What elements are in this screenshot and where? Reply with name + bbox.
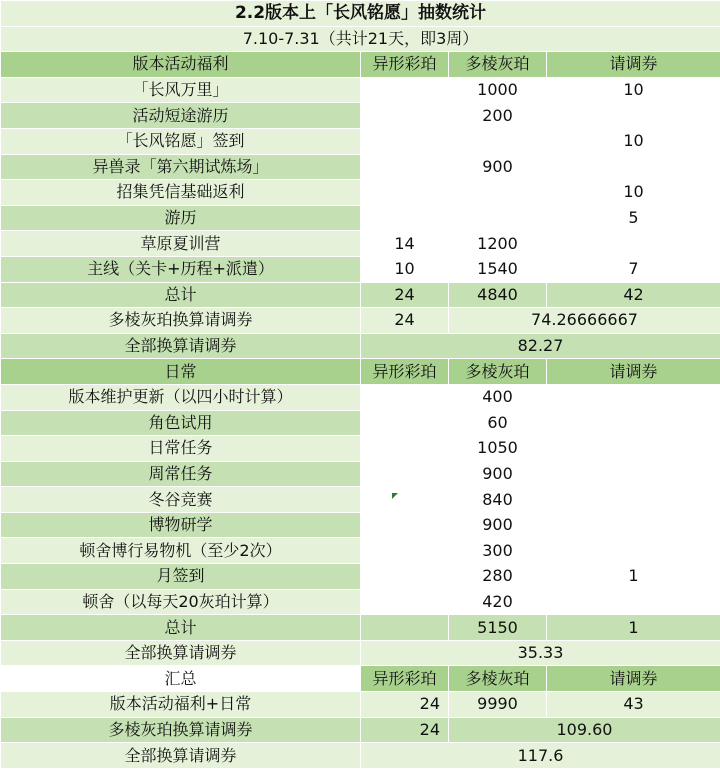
cell-ticket[interactable]: 10 (547, 180, 720, 206)
table-row (1, 538, 720, 564)
comment-marker-icon (392, 493, 398, 499)
table-row (1, 77, 720, 103)
cell-ticket[interactable]: 10 (547, 128, 720, 154)
col-header-ticket[interactable]: 请调券 (547, 666, 720, 692)
all-convert-label[interactable]: 全部换算请调券 (1, 640, 361, 666)
col-header-gray-amber[interactable]: 多棱灰珀 (449, 52, 547, 78)
convert-value[interactable]: 109.60 (449, 717, 720, 743)
cell-amber[interactable] (361, 564, 449, 590)
cell-ticket[interactable] (547, 231, 720, 257)
event-all-row (1, 333, 720, 359)
event-total-row (1, 282, 720, 308)
all-convert-value[interactable]: 117.6 (361, 743, 720, 769)
cell-amber[interactable] (361, 77, 449, 103)
cell-amber[interactable] (361, 461, 449, 487)
event-convert-row (1, 308, 720, 334)
cell-gray-amber[interactable]: 300 (449, 538, 547, 564)
cell-amber[interactable] (361, 538, 449, 564)
cell-amber[interactable] (361, 487, 449, 513)
row-label[interactable]: 异兽录「第六期试炼场」 (1, 154, 361, 180)
convert-value[interactable]: 74.26666667 (449, 308, 720, 334)
total-gray-amber[interactable]: 5150 (449, 615, 547, 641)
daily-total-row (1, 615, 720, 641)
convert-amber[interactable]: 24 (361, 308, 449, 334)
row-label[interactable]: 版本维护更新（以四小时计算） (1, 384, 361, 410)
table-row (1, 461, 720, 487)
cell-gray-amber[interactable]: 840 (449, 487, 547, 513)
col-header-amber[interactable]: 异形彩珀 (361, 52, 449, 78)
cell-gray-amber[interactable] (449, 180, 547, 206)
cell-amber[interactable]: 14 (361, 231, 449, 257)
cell-amber[interactable]: 10 (361, 256, 449, 282)
cell-amber[interactable] (361, 154, 449, 180)
cell-ticket[interactable] (547, 154, 720, 180)
daily-all-row (1, 640, 720, 666)
all-convert-label[interactable]: 全部换算请调券 (1, 333, 361, 359)
cell-ticket[interactable]: 5 (547, 205, 720, 231)
col-header-ticket[interactable]: 请调券 (547, 359, 720, 385)
combined-ticket[interactable]: 43 (547, 692, 720, 718)
row-label[interactable]: 月签到 (1, 564, 361, 590)
cell-ticket[interactable] (547, 384, 720, 410)
cell-amber[interactable] (361, 205, 449, 231)
period-cell[interactable]: 7.10-7.31（共计21天，即3周） (1, 26, 720, 52)
cell-gray-amber[interactable]: 280 (449, 564, 547, 590)
row-label[interactable]: 周常任务 (1, 461, 361, 487)
cell-amber[interactable] (361, 103, 449, 129)
row-label[interactable]: 日常任务 (1, 436, 361, 462)
row-label[interactable]: 主线（关卡+历程+派遣） (1, 256, 361, 282)
cell-amber[interactable] (361, 128, 449, 154)
row-label[interactable]: 活动短途游历 (1, 103, 361, 129)
total-label[interactable]: 总计 (1, 615, 361, 641)
convert-label[interactable]: 多棱灰珀换算请调券 (1, 717, 361, 743)
table-row (1, 205, 720, 231)
total-ticket[interactable]: 42 (547, 282, 720, 308)
daily-header-row (1, 359, 720, 385)
cell-ticket[interactable] (547, 538, 720, 564)
cell-ticket[interactable] (547, 436, 720, 462)
sheet-title[interactable]: 2.2版本上「长风铭愿」抽数统计 (1, 1, 720, 27)
cell-gray-amber[interactable]: 1000 (449, 77, 547, 103)
row-label[interactable]: 草原夏训营 (1, 231, 361, 257)
event-section-title[interactable]: 版本活动福利 (1, 52, 361, 78)
col-header-gray-amber[interactable]: 多棱灰珀 (449, 666, 547, 692)
period-row (1, 26, 720, 52)
col-header-amber[interactable]: 异形彩珀 (361, 666, 449, 692)
table-row (1, 589, 720, 615)
table-row (1, 487, 720, 513)
cell-gray-amber[interactable]: 900 (449, 461, 547, 487)
cell-gray-amber[interactable]: 1050 (449, 436, 547, 462)
convert-amber[interactable]: 24 (361, 717, 449, 743)
row-label[interactable]: 顿舍（以每天20灰珀计算） (1, 589, 361, 615)
table-row (1, 384, 720, 410)
row-label[interactable]: 博物研学 (1, 512, 361, 538)
combined-label[interactable]: 版本活动福利+日常 (1, 692, 361, 718)
row-label[interactable]: 招集凭信基础返利 (1, 180, 361, 206)
cell-ticket[interactable] (547, 487, 720, 513)
combined-amber[interactable]: 24 (361, 692, 449, 718)
cell-amber[interactable] (361, 410, 449, 436)
cell-gray-amber[interactable]: 60 (449, 410, 547, 436)
summary-all-row (1, 743, 720, 769)
col-header-amber[interactable]: 异形彩珀 (361, 359, 449, 385)
cell-amber[interactable] (361, 512, 449, 538)
cell-ticket[interactable]: 10 (547, 77, 720, 103)
combined-gray-amber[interactable]: 9990 (449, 692, 547, 718)
cell-ticket[interactable] (547, 589, 720, 615)
cell-gray-amber[interactable]: 420 (449, 589, 547, 615)
cell-amber[interactable] (361, 589, 449, 615)
table-row (1, 180, 720, 206)
row-label[interactable]: 顿舍博行易物机（至少2次） (1, 538, 361, 564)
table-row (1, 231, 720, 257)
cell-gray-amber[interactable]: 400 (449, 384, 547, 410)
row-label[interactable]: 「长风万里」 (1, 77, 361, 103)
table-row (1, 128, 720, 154)
summary-section-title[interactable]: 汇总 (1, 666, 361, 692)
cell-gray-amber[interactable]: 900 (449, 154, 547, 180)
table-row (1, 564, 720, 590)
total-amber[interactable]: 24 (361, 282, 449, 308)
summary-header-row (1, 666, 720, 692)
table-row (1, 410, 720, 436)
cell-ticket[interactable]: 7 (547, 256, 720, 282)
cell-ticket[interactable] (547, 461, 720, 487)
total-amber[interactable] (361, 615, 449, 641)
table-row (1, 154, 720, 180)
cell-amber[interactable] (361, 384, 449, 410)
all-convert-label[interactable]: 全部换算请调券 (1, 743, 361, 769)
all-convert-value[interactable]: 82.27 (361, 333, 720, 359)
total-label[interactable]: 总计 (1, 282, 361, 308)
table-row (1, 103, 720, 129)
convert-label[interactable]: 多棱灰珀换算请调券 (1, 308, 361, 334)
cell-ticket[interactable]: 1 (547, 564, 720, 590)
daily-section-title[interactable]: 日常 (1, 359, 361, 385)
total-ticket[interactable]: 1 (547, 615, 720, 641)
cell-gray-amber[interactable]: 1200 (449, 231, 547, 257)
summary-combined-row (1, 692, 720, 718)
cell-gray-amber[interactable]: 200 (449, 103, 547, 129)
row-label[interactable]: 冬谷竞赛 (1, 487, 361, 513)
cell-gray-amber[interactable]: 900 (449, 512, 547, 538)
title-row (1, 1, 720, 27)
cell-ticket[interactable] (547, 512, 720, 538)
cell-amber[interactable] (361, 436, 449, 462)
row-label[interactable]: 游历 (1, 205, 361, 231)
row-label[interactable]: 「长风铭愿」签到 (1, 128, 361, 154)
cell-gray-amber[interactable]: 1540 (449, 256, 547, 282)
event-header-row (1, 52, 720, 78)
row-label[interactable]: 角色试用 (1, 410, 361, 436)
table-row (1, 512, 720, 538)
col-header-gray-amber[interactable]: 多棱灰珀 (449, 359, 547, 385)
cell-ticket[interactable] (547, 410, 720, 436)
cell-ticket[interactable] (547, 103, 720, 129)
cell-amber[interactable] (361, 180, 449, 206)
cell-gray-amber[interactable] (449, 205, 547, 231)
total-gray-amber[interactable]: 4840 (449, 282, 547, 308)
col-header-ticket[interactable]: 请调券 (547, 52, 720, 78)
table-row (1, 256, 720, 282)
all-convert-value[interactable]: 35.33 (361, 640, 720, 666)
table-row (1, 436, 720, 462)
cell-gray-amber[interactable] (449, 128, 547, 154)
summary-convert-row (1, 717, 720, 743)
